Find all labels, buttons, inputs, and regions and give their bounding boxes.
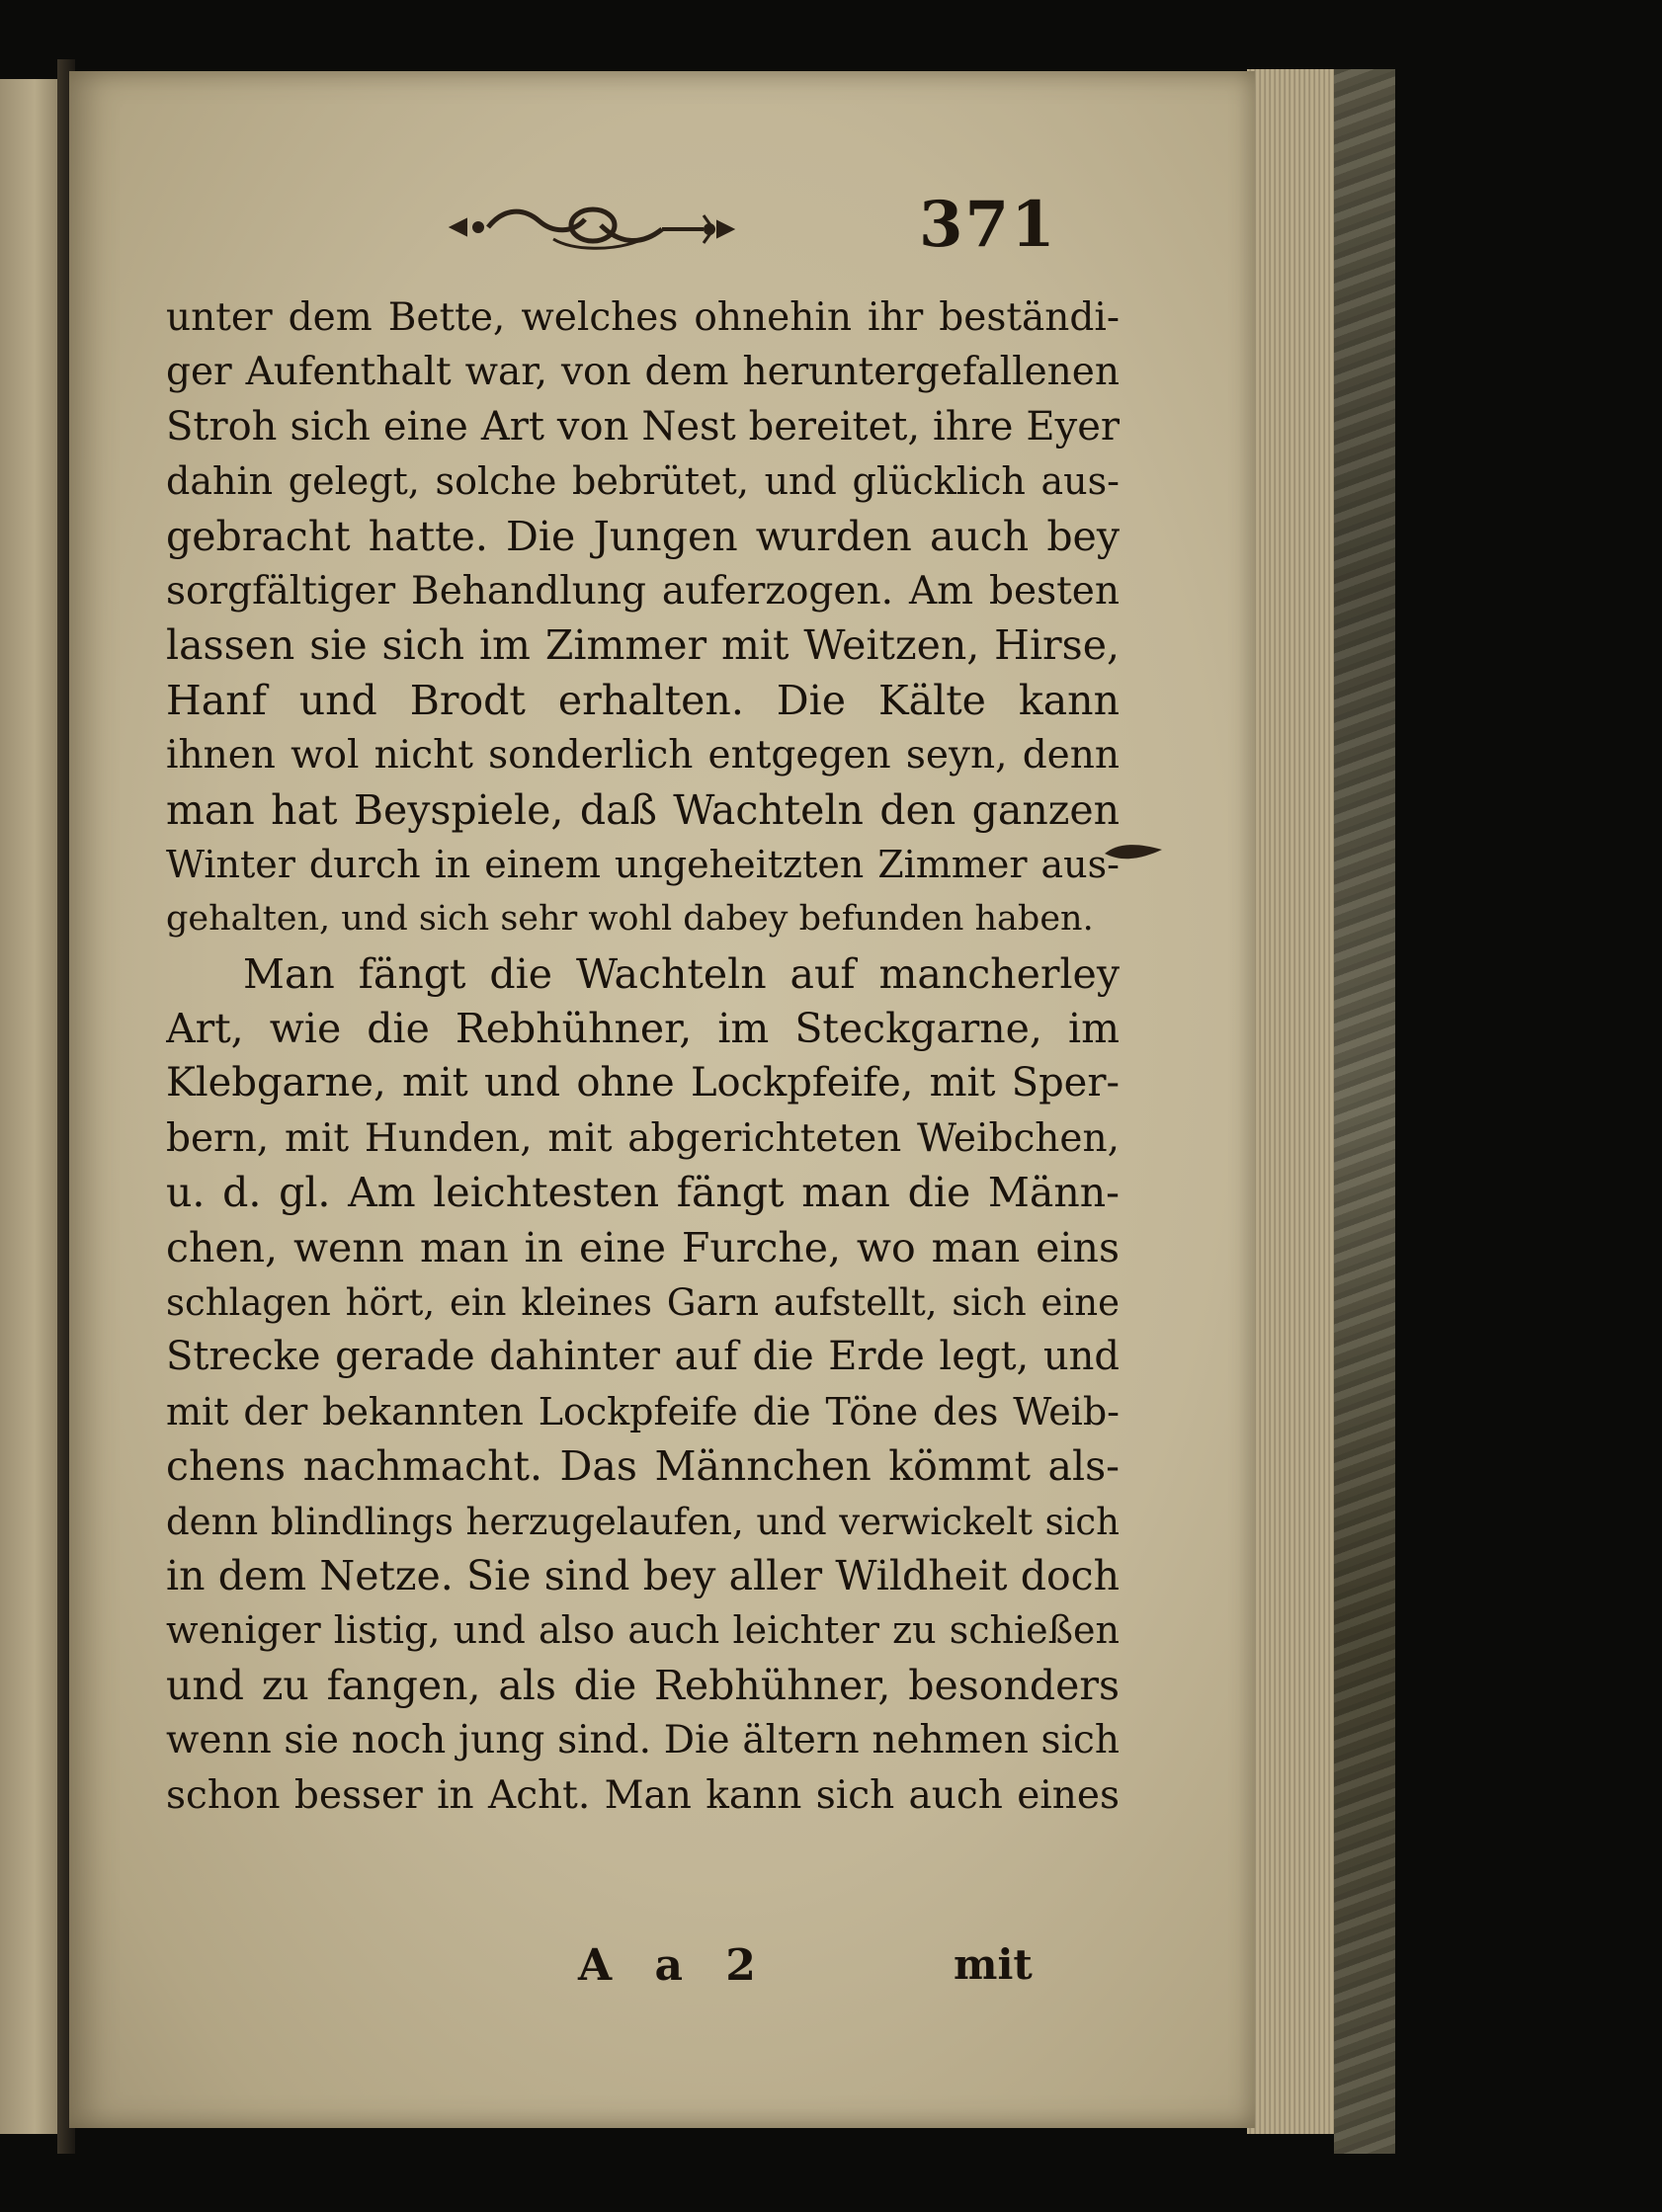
text-line: chens nachmacht. Das Männchen kömmt als- [166,1442,1120,1491]
text-line: chen, wenn man in eine Furche, wo man eins [166,1223,1120,1271]
body-text [166,290,1120,1823]
text-line: ihnen wol nicht sonderlich entgegen seyn, denn [166,733,1120,778]
text-line: man hat Beyspiele, daß Wachteln den ganzen [166,785,1120,834]
text-line: Hanf und Brodt erhalten. Die Kälte kann [166,676,1120,724]
page-number: 371 [919,188,1057,262]
text-line: unter dem Bette, welches ohnehin ihr beständi- [166,295,1120,340]
text-line: denn blindlings herzugelaufen, und verwickelt sich [166,1500,1120,1543]
text-line: Stroh sich eine Art von Nest bereitet, ihre Eyer [166,403,1120,450]
text-line: u. d. gl. Am leichtesten fängt man die Männ- [166,1169,1120,1217]
text-line: sorgfältiger Behandlung auferzogen. Am besten [166,568,1120,614]
text-line: dahin gelegt, solche bebrütet, und glücklich aus- [166,459,1120,504]
previous-page-edge [0,79,63,2134]
marbled-cover [1334,69,1395,2154]
text-line: ger Aufenthalt war, von dem heruntergefallenen [166,350,1120,395]
catchword: mit [954,1940,1033,1989]
text-line: gebracht hatte. Die Jungen wurden auch bey [166,512,1120,560]
text-line: Strecke gerade dahinter auf die Erde legt, und [166,1334,1120,1380]
text-line: Man fängt die Wachteln auf mancherley [243,949,1120,998]
text-line: wenn sie noch jung sind. Die ältern nehmen sich [166,1718,1120,1763]
book-page [69,71,1255,2128]
text-line: Art, wie die Rebhühner, im Steckgarne, im [166,1005,1120,1053]
text-line: schon besser in Acht. Man kann sich auch eines [166,1772,1120,1818]
text-line: bern, mit Hunden, mit abgerichteten Weibchen, [166,1115,1120,1161]
text-line: lassen sie sich im Zimmer mit Weitzen, Hirse, [166,621,1120,670]
text-line: gehalten, und sich sehr wohl dabey befunden haben. [166,899,1094,940]
text-line: schlagen hört, ein kleines Garn aufstellt, sich eine [166,1281,1120,1325]
printer-ornament-icon [445,190,741,259]
text-line: Winter durch in einem ungeheitzten Zimmer aus- [166,842,1120,886]
text-line: und zu fangen, als die Rebhühner, besonders [166,1661,1120,1709]
signature-mark: A a 2 [578,1940,770,1991]
text-line: weniger listig, und also auch leichter zu schießen [166,1608,1120,1653]
text-line: Klebgarne, mit und ohne Lockpfeife, mit Sper- [166,1060,1120,1106]
text-line: mit der bekannten Lockpfeife die Töne des Weib- [166,1389,1120,1434]
text-line: in dem Netze. Sie sind bey aller Wildheit doch [166,1551,1120,1599]
